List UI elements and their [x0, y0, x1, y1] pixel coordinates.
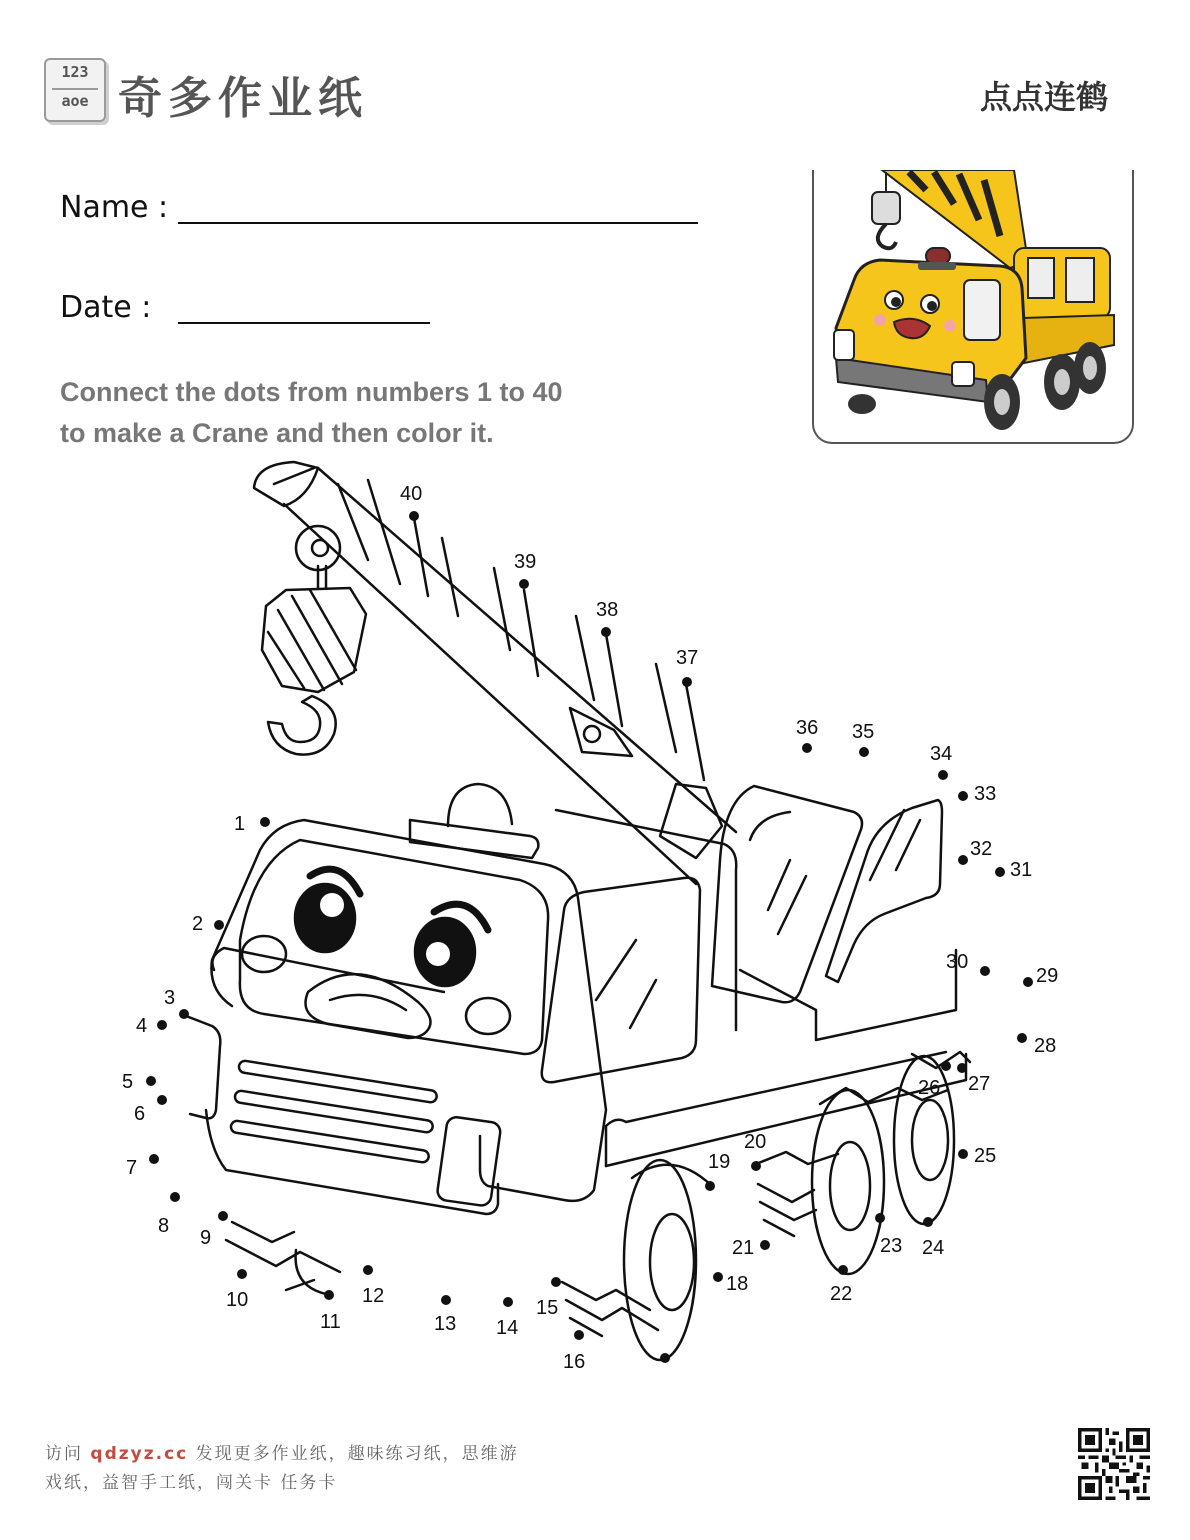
- dot-label: 15: [536, 1297, 559, 1319]
- dot-label: 29: [1036, 965, 1059, 987]
- dot-label: 24: [922, 1237, 945, 1259]
- dot-label: 6: [134, 1103, 146, 1125]
- dot-label: 33: [974, 783, 997, 805]
- dot-label: 37: [676, 647, 699, 669]
- logo-letters: aoe: [61, 92, 89, 110]
- worksheet-category: 点点连鹤: [979, 78, 1108, 116]
- dot-label: 35: [852, 721, 875, 743]
- dot-label: 32: [970, 838, 993, 860]
- dot-label: 34: [930, 743, 953, 765]
- qr-code-icon: [1078, 1428, 1150, 1500]
- date-label: Date :: [60, 290, 152, 325]
- dot-label: 1: [234, 813, 246, 835]
- dot-label: 7: [126, 1157, 138, 1179]
- footer-text: [45, 1440, 665, 1498]
- dot-label: 9: [200, 1227, 212, 1249]
- dot-label: 5: [122, 1071, 134, 1093]
- instructions: [60, 372, 740, 454]
- dot-label: 21: [732, 1237, 755, 1259]
- dot-label: 22: [830, 1283, 853, 1305]
- footer-line-1: 访问 qdzyz.cc 发现更多作业纸，趣味练习纸，思维游: [45, 1444, 519, 1464]
- logo-numbers: 123: [61, 63, 89, 81]
- dot-label: 18: [726, 1273, 749, 1295]
- dot-label: 31: [1010, 859, 1033, 881]
- crane-outline-drawing: [0, 450, 1190, 1380]
- dot-label: 27: [968, 1073, 991, 1095]
- brand-name: 奇多作业纸: [118, 73, 368, 124]
- dot-label: 8: [158, 1215, 170, 1237]
- date-field[interactable]: [178, 322, 430, 324]
- dot-label: 30: [946, 951, 969, 973]
- dot-label: 3: [164, 987, 176, 1009]
- footer-url-link[interactable]: qdzyz.cc: [90, 1444, 189, 1464]
- name-label: Name :: [60, 190, 169, 225]
- color-preview-image: [812, 170, 1134, 444]
- dot-label: 23: [880, 1235, 903, 1257]
- dot-label: 38: [596, 599, 619, 621]
- dot-label: 39: [514, 551, 537, 573]
- dot-label: 25: [974, 1145, 997, 1167]
- dot-label: 16: [563, 1351, 586, 1373]
- dot-label: 19: [708, 1151, 731, 1173]
- dot-label: 20: [744, 1131, 767, 1153]
- dot-label: 10: [226, 1289, 249, 1311]
- instruction-line-1: Connect the dots from numbers 1 to 40: [60, 377, 563, 407]
- dot-label: 28: [1034, 1035, 1057, 1057]
- dot-label: 36: [796, 717, 819, 739]
- dot-label: 2: [192, 913, 204, 935]
- dot-label: 26: [918, 1077, 941, 1099]
- name-field[interactable]: [178, 222, 698, 224]
- logo-icon: [44, 58, 106, 122]
- dot-label: 4: [136, 1015, 148, 1037]
- dot-label: 12: [362, 1285, 385, 1307]
- dot-label: 13: [434, 1313, 457, 1335]
- dot-label: 40: [400, 483, 423, 505]
- dot-label: 14: [496, 1317, 519, 1339]
- instruction-line-2: to make a Crane and then color it.: [60, 418, 494, 448]
- footer-line-2: 戏纸，益智手工纸，闯关卡 任务卡: [45, 1473, 338, 1493]
- dot-label: 11: [320, 1311, 341, 1333]
